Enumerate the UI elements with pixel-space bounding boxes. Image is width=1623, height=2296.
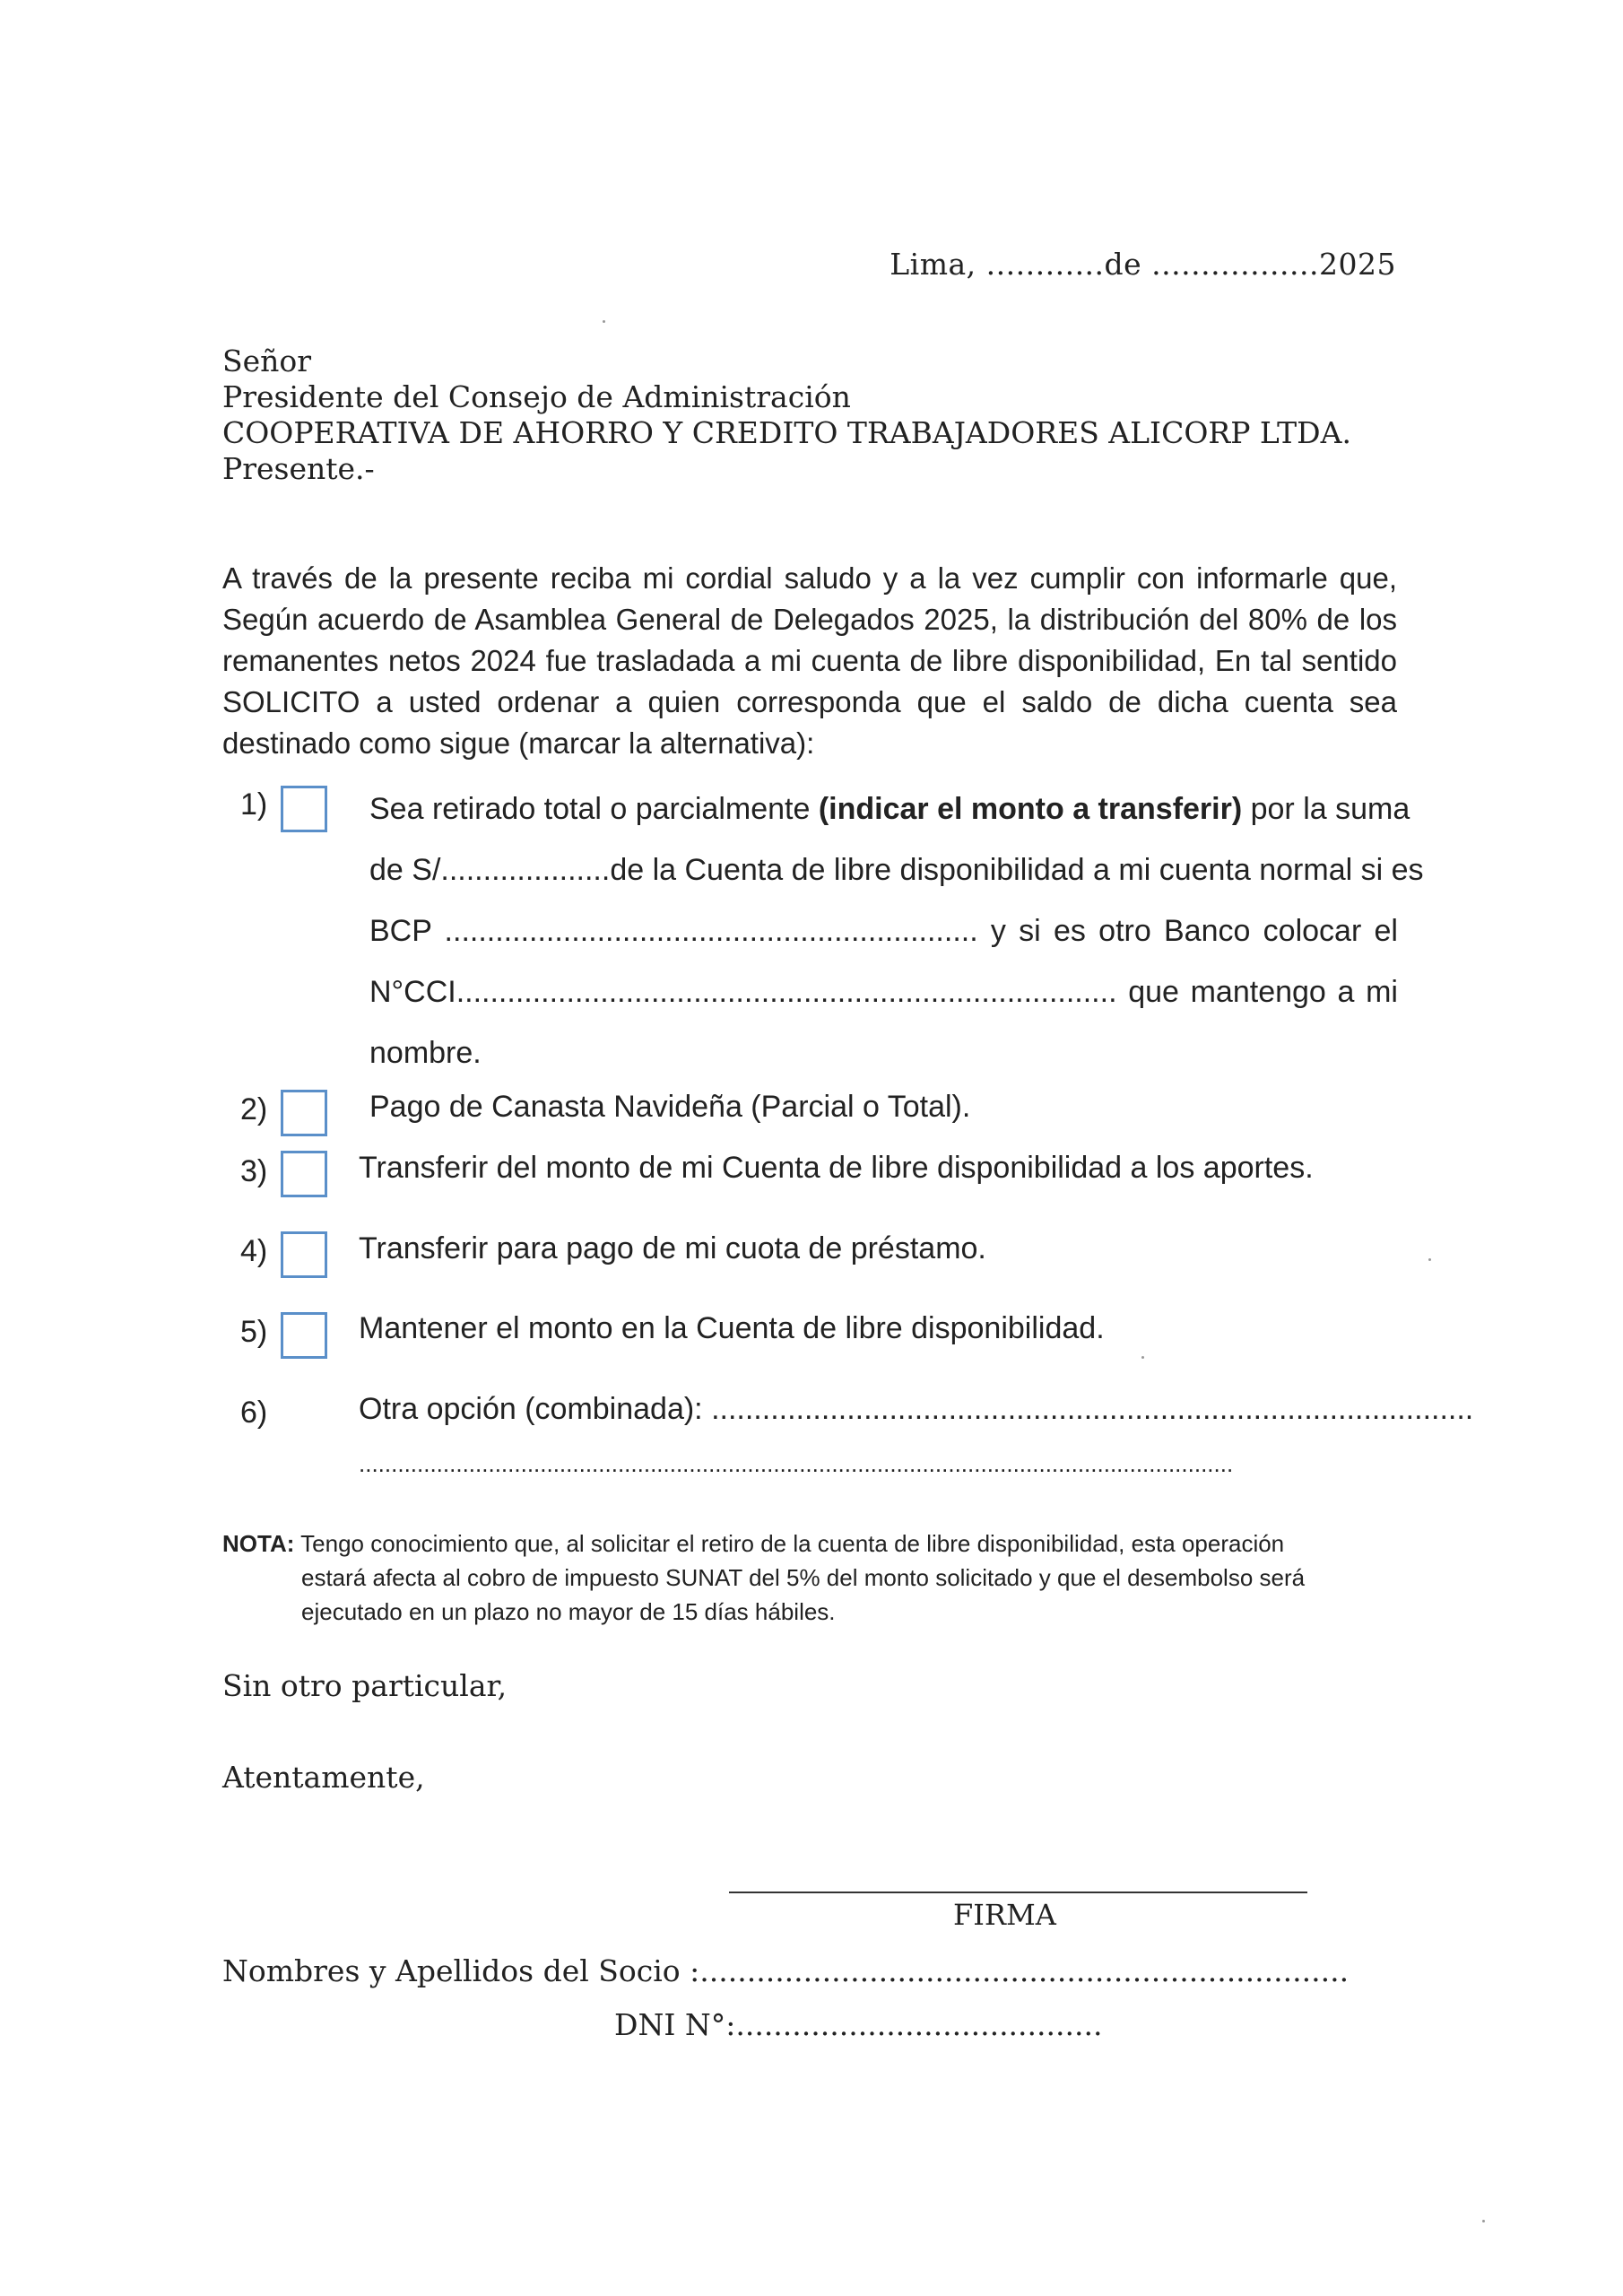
option-6-continuation: ....................................................................................................................................... — [359, 1450, 1234, 1477]
member-name-field: Nombres y Apellidos del Socio :..................................................................... — [222, 1953, 1350, 1988]
signature-line — [729, 1892, 1307, 1893]
recipient-presente: Presente.- — [222, 451, 375, 486]
option-5-number: 5) — [240, 1315, 268, 1349]
option-3-text: Transferir del monto de mi Cuenta de libre disponibilidad a los aportes. — [359, 1151, 1314, 1185]
option-1-text-bold: (indicar el monto a transferir) — [818, 792, 1243, 826]
option-1-bcp-line: BCP ............................................................... y si es otro Banco colocar el — [369, 914, 1398, 948]
option-1-checkbox[interactable] — [281, 786, 327, 832]
option-1-line-1 — [369, 778, 1410, 839]
option-2-number: 2) — [240, 1092, 268, 1126]
body-line: Según acuerdo de Asamblea General de Delegados 2025, la distribución del 80% de los — [222, 603, 1397, 636]
note-block — [222, 1526, 1397, 1629]
body-line: destinado como sigue (marcar la alternativa): — [222, 726, 815, 760]
option-4-checkbox[interactable] — [281, 1231, 327, 1278]
signature-label: FIRMA — [953, 1898, 1056, 1932]
option-1-cci-line: N°CCI.............................................................................. que mantengo a mi — [369, 975, 1398, 1009]
body-line: SOLICITO a usted ordenar a quien corresponda que el saldo de dicha cuenta sea — [222, 685, 1397, 718]
option-6-text: Otra opción (combinada): .......................................................................................... — [359, 1392, 1474, 1426]
dni-field: DNI N°:....................................... — [614, 2007, 1103, 2042]
body-line: A través de la presente reciba mi cordial saludo y a la vez cumplir con informarle que, — [222, 561, 1397, 595]
closing-atentamente: Atentamente, — [222, 1760, 425, 1795]
scan-speck — [1141, 1356, 1144, 1359]
option-1-nombre-line: nombre. — [369, 1036, 482, 1070]
note-line-1 — [222, 1526, 1397, 1561]
scan-speck — [1482, 2220, 1485, 2222]
option-5-checkbox[interactable] — [281, 1312, 327, 1359]
body-paragraph — [222, 558, 1397, 764]
option-6-number: 6) — [240, 1396, 268, 1430]
recipient-organization: COOPERATIVA DE AHORRO Y CREDITO TRABAJADORES ALICORP LTDA. — [222, 415, 1351, 450]
option-2-checkbox[interactable] — [281, 1090, 327, 1136]
option-1-text-a: Sea retirado total o parcialmente — [369, 792, 819, 826]
option-2-text: Pago de Canasta Navideña (Parcial o Total). — [369, 1090, 971, 1124]
option-3-number: 3) — [240, 1154, 268, 1188]
option-3-checkbox[interactable] — [281, 1151, 327, 1197]
closing-particular: Sin otro particular, — [222, 1668, 508, 1703]
recipient-title: Señor — [222, 344, 312, 378]
note-line-2: estará afecta al cobro de impuesto SUNAT del 5% del monto solicitado y que el desembolso será — [301, 1564, 1306, 1591]
option-1-text — [369, 778, 1424, 1083]
scan-speck — [603, 320, 605, 323]
option-5-text: Mantener el monto en la Cuenta de libre disponibilidad. — [359, 1311, 1105, 1345]
note-line-3: ejecutado en un plazo no mayor de 15 días hábiles. — [301, 1598, 836, 1625]
body-line: remanentes netos 2024 fue trasladada a mi cuenta de libre disponibilidad, En tal sentido — [222, 644, 1397, 677]
option-1-amount-line: de S/....................de la Cuenta de libre disponibilidad a mi cuenta normal si es — [369, 853, 1424, 887]
option-1-text-b: por la suma — [1242, 792, 1410, 826]
option-1-number: 1) — [240, 787, 268, 822]
recipient-position: Presidente del Consejo de Administración — [222, 379, 851, 414]
date-line: Lima, ............de .................2025 — [890, 247, 1396, 282]
scan-speck — [1428, 1258, 1431, 1261]
note-label: NOTA: — [222, 1530, 295, 1557]
note-text-1: Tengo conocimiento que, al solicitar el retiro de la cuenta de libre disponibilidad, esta operación — [294, 1530, 1285, 1557]
option-4-text: Transferir para pago de mi cuota de préstamo. — [359, 1231, 986, 1265]
option-4-number: 4) — [240, 1234, 268, 1268]
